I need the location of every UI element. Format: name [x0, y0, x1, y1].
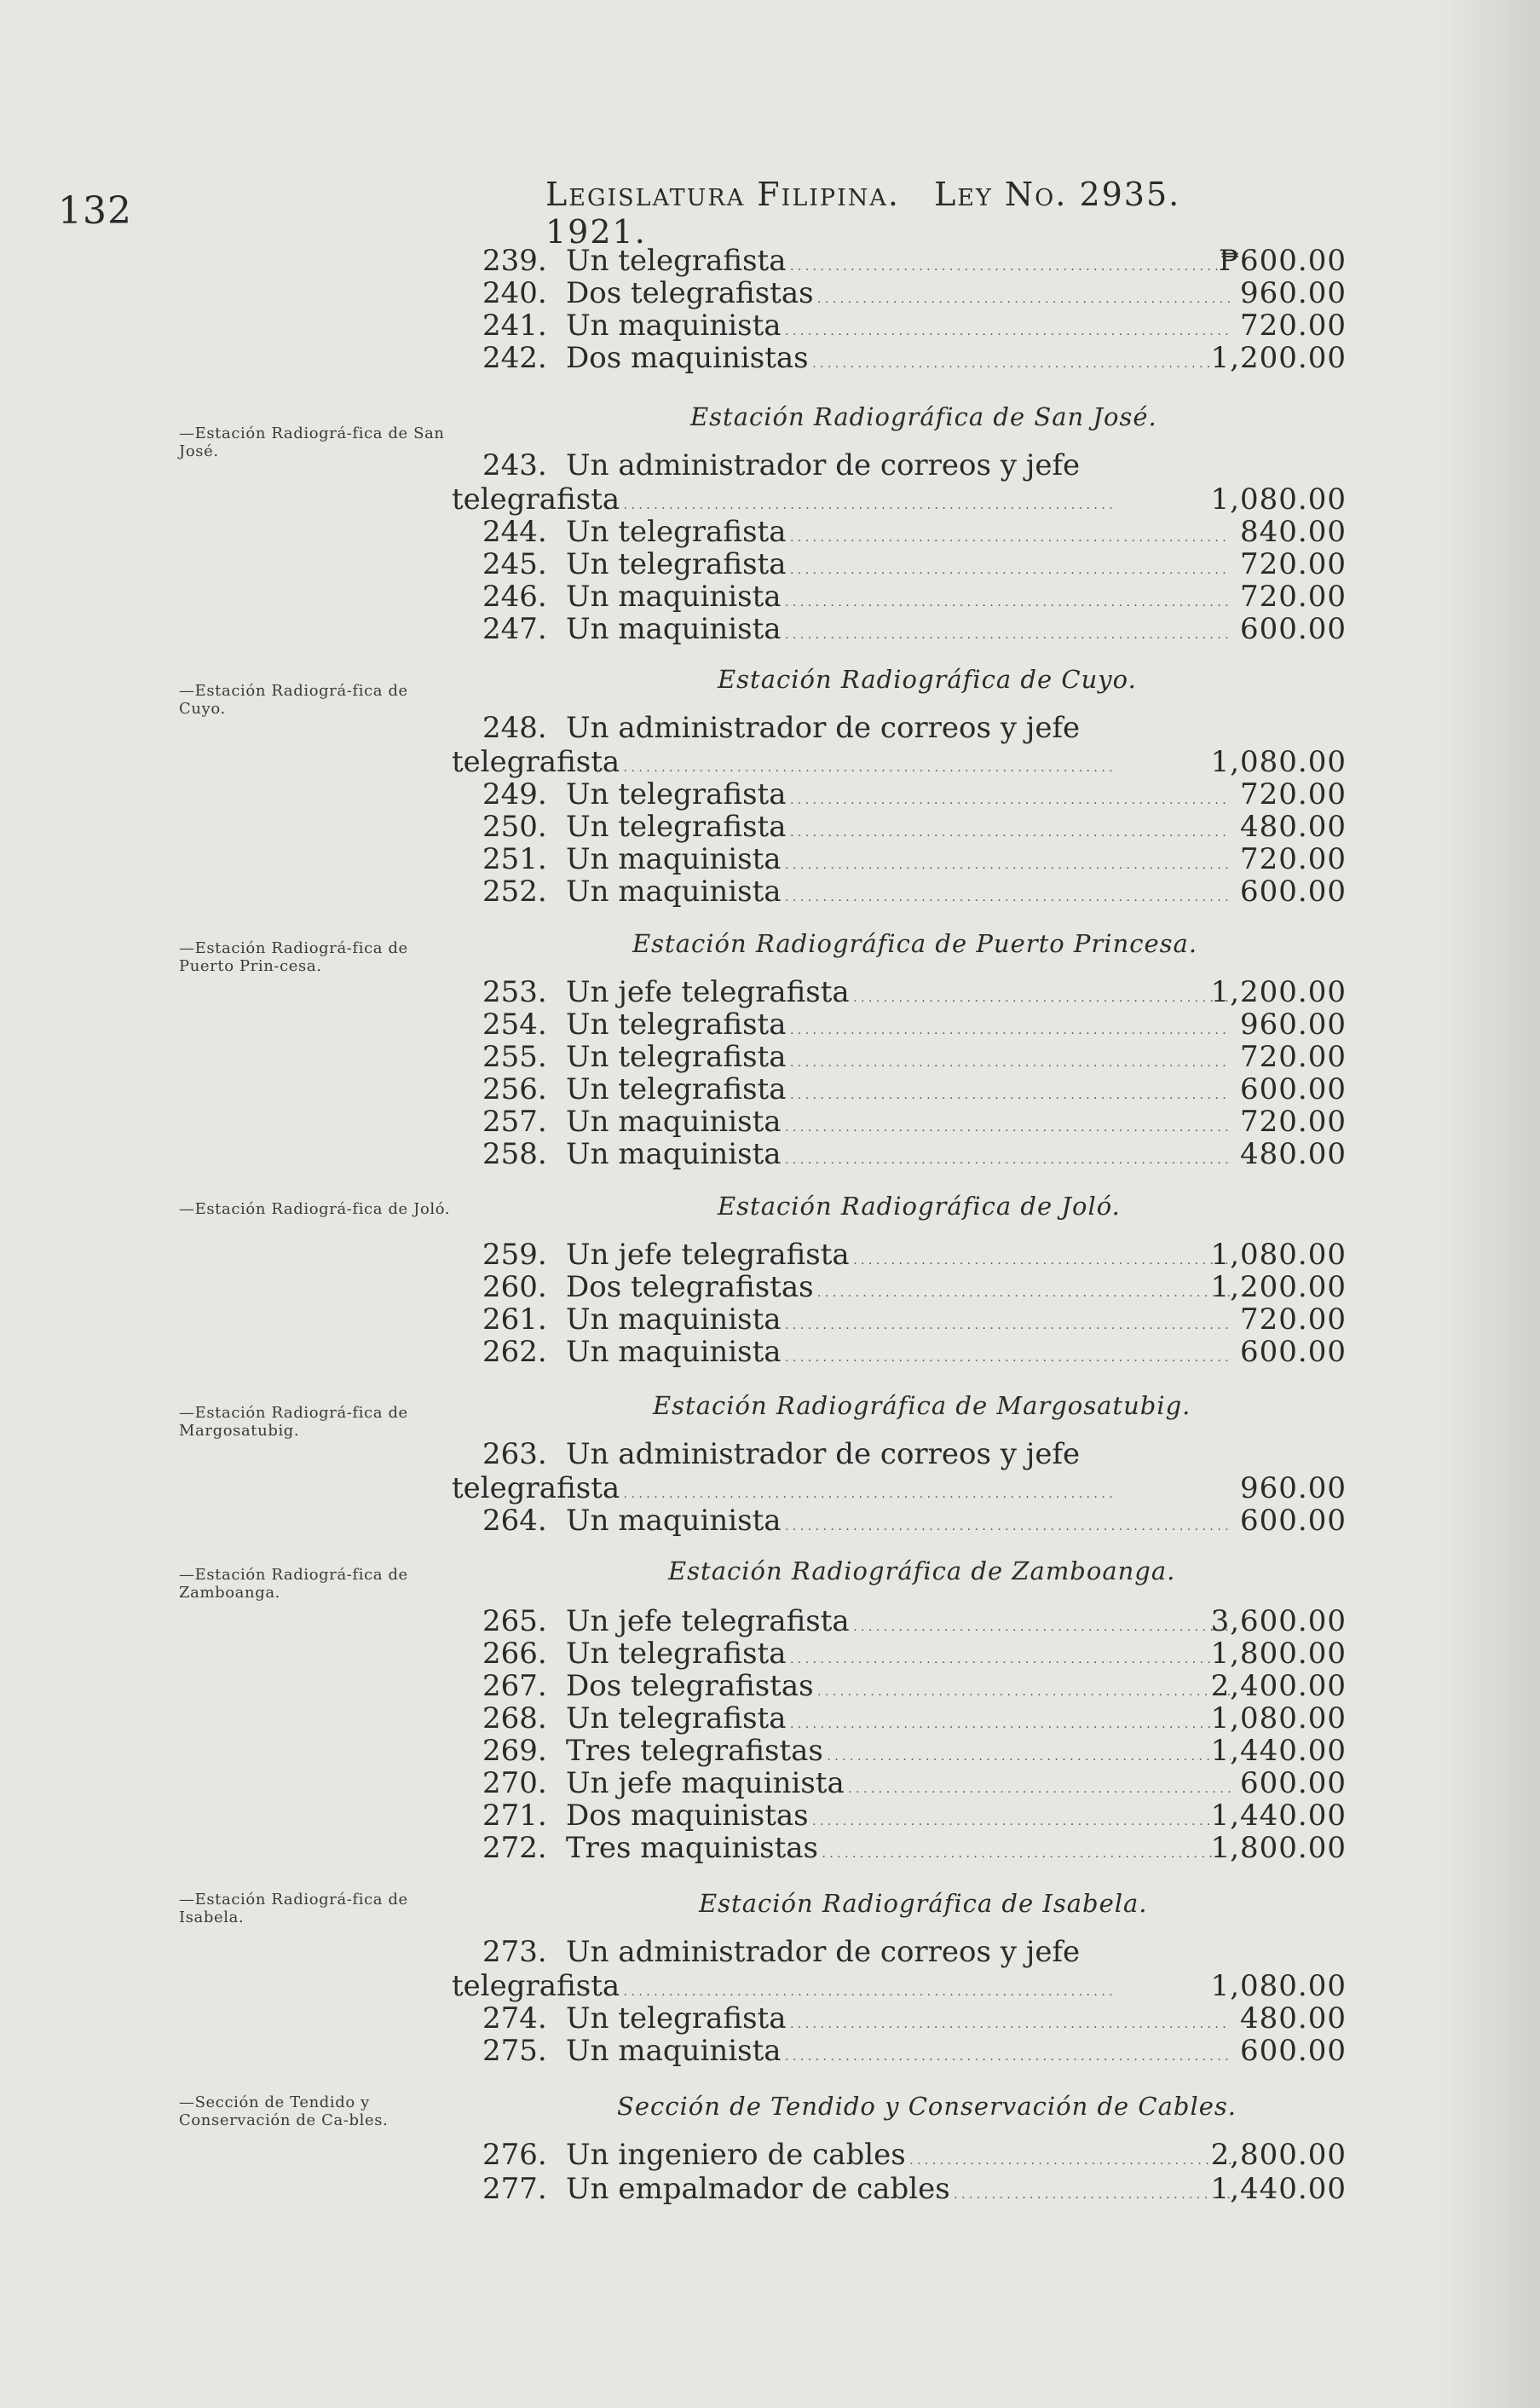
item-number: 251. — [482, 842, 547, 876]
running-head-year: 1921. — [545, 213, 647, 251]
list-item — [452, 842, 1415, 876]
item-number: 270. — [482, 1766, 547, 1800]
list-item — [452, 309, 1415, 343]
list-item — [452, 2138, 1415, 2172]
item-amount: 3,600.00 — [1210, 1604, 1347, 1638]
list-item — [452, 1604, 1415, 1638]
item-amount: 720.00 — [1240, 547, 1347, 581]
list-item — [452, 1831, 1415, 1865]
running-head-title: Legislatura Filipina. — [545, 176, 900, 213]
list-item — [452, 1437, 1415, 1471]
item-amount: 480.00 — [1240, 810, 1347, 844]
item-number: 239. — [482, 244, 547, 278]
list-item — [452, 1701, 1415, 1735]
list-item — [452, 448, 1415, 482]
item-amount: 600.00 — [1240, 1766, 1347, 1800]
list-item — [452, 1335, 1415, 1369]
item-amount: 1,080.00 — [1210, 482, 1347, 517]
item-amount: 720.00 — [1240, 309, 1347, 343]
item-label: Dos maquinistas . . . — [566, 341, 1231, 381]
item-number: 253. — [482, 975, 547, 1009]
item-number: 258. — [482, 1137, 547, 1171]
item-amount: 720.00 — [1240, 580, 1347, 614]
item-number: 275. — [482, 2034, 547, 2068]
item-number: 248. — [482, 711, 547, 745]
item-label-continued: telegrafista . . . — [452, 745, 1116, 785]
item-label: Un maquinista . . . — [566, 580, 1231, 620]
item-amount: 2,800.00 — [1210, 2138, 1347, 2172]
item-number: 276. — [482, 2138, 547, 2172]
item-label: Un maquinista . . . — [566, 842, 1231, 882]
item-label: Un ingeniero de cables . . . — [566, 2138, 1231, 2178]
item-amount: 600.00 — [1240, 1072, 1347, 1106]
section-heading: Estación Radiográfica de Zamboanga. — [668, 1556, 1176, 1585]
item-amount: 600.00 — [1240, 2034, 1347, 2068]
list-item — [452, 810, 1415, 844]
item-label: Un jefe telegrafista . . . — [566, 1604, 1231, 1644]
item-number: 263. — [482, 1437, 547, 1471]
item-label: Un administrador de correos y jefe — [566, 1935, 1081, 1969]
item-label: Un telegrafista . . . — [566, 1637, 1231, 1677]
item-label: Un maquinista . . . — [566, 1137, 1231, 1177]
margin-note: —Estación Radiográ-fica de Joló. — [179, 1200, 451, 1218]
item-number: 265. — [482, 1604, 547, 1638]
item-number: 274. — [482, 2001, 547, 2036]
item-label: Dos telegrafistas . . . — [566, 1669, 1231, 1709]
item-number: 243. — [482, 448, 547, 482]
list-item — [452, 2001, 1415, 2036]
item-label: Un telegrafista . . . — [566, 1701, 1231, 1741]
running-head — [545, 176, 1312, 251]
item-label: Un telegrafista . . . — [566, 1008, 1231, 1048]
margin-note: —Estación Radiográ-fica de Cuyo. — [179, 682, 408, 718]
item-label: Un maquinista . . . — [566, 875, 1231, 915]
item-number: 266. — [482, 1637, 547, 1671]
item-label-continued: telegrafista . . . — [452, 1471, 1116, 1511]
item-label: Un maquinista . . . — [566, 309, 1231, 349]
item-label: Un telegrafista . . . — [566, 1040, 1231, 1080]
list-item — [452, 1637, 1415, 1671]
margin-note: —Estación Radiográ-fica de Margosatubig. — [179, 1404, 408, 1440]
item-label: Un telegrafista . . . — [566, 2001, 1231, 2041]
page-edge-shadow — [1438, 0, 1540, 2408]
item-label: Un jefe maquinista . . . — [566, 1766, 1231, 1806]
margin-note: —Estación Radiográ-fica de Zamboanga. — [179, 1566, 408, 1602]
section-heading: Sección de Tendido y Conservación de Cables. — [617, 2092, 1237, 2121]
item-label: Un maquinista . . . — [566, 1335, 1231, 1375]
item-amount: 2,400.00 — [1210, 1669, 1347, 1703]
list-item — [452, 1734, 1415, 1768]
item-label: Un telegrafista . . . — [566, 244, 1231, 284]
item-label: Un administrador de correos y jefe — [566, 711, 1081, 745]
list-item-continuation — [452, 482, 1415, 517]
item-number: 240. — [482, 276, 547, 310]
list-item — [452, 1504, 1415, 1538]
list-item — [452, 1766, 1415, 1800]
item-number: 261. — [482, 1302, 547, 1337]
item-label: Un administrador de correos y jefe — [566, 448, 1081, 482]
item-amount: 1,080.00 — [1210, 1701, 1347, 1735]
item-number: 271. — [482, 1799, 547, 1833]
item-label: Un maquinista . . . — [566, 1302, 1231, 1343]
item-amount: 600.00 — [1240, 1335, 1347, 1369]
item-label-continued: telegrafista . . . — [452, 482, 1116, 523]
item-label-continued: telegrafista . . . — [452, 1969, 1116, 2009]
list-item — [452, 1008, 1415, 1042]
list-item — [452, 2172, 1415, 2206]
item-amount: 1,080.00 — [1210, 1969, 1347, 2003]
item-number: 249. — [482, 777, 547, 811]
list-item — [452, 1270, 1415, 1304]
list-item — [452, 1072, 1415, 1106]
item-label: Un jefe telegrafista . . . — [566, 975, 1231, 1015]
section-heading: Estación Radiográfica de Cuyo. — [718, 665, 1137, 694]
item-label: Dos maquinistas . . . — [566, 1799, 1231, 1839]
item-number: 242. — [482, 341, 547, 375]
item-label: Un telegrafista . . . — [566, 547, 1231, 587]
item-number: 273. — [482, 1935, 547, 1969]
item-amount: 840.00 — [1240, 515, 1347, 549]
section-heading: Estación Radiográfica de Isabela. — [699, 1889, 1148, 1918]
list-item-continuation — [452, 1471, 1415, 1505]
item-amount: 960.00 — [1240, 276, 1347, 310]
list-item — [452, 1105, 1415, 1139]
item-number: 269. — [482, 1734, 547, 1768]
item-amount: 960.00 — [1240, 1471, 1347, 1505]
item-amount: 1,440.00 — [1210, 2172, 1347, 2206]
item-amount: 720.00 — [1240, 1040, 1347, 1074]
item-number: 267. — [482, 1669, 547, 1703]
item-amount: 1,200.00 — [1210, 975, 1347, 1009]
running-head-law: Ley No. 2935. — [934, 176, 1181, 213]
item-amount: 480.00 — [1240, 2001, 1347, 2036]
list-item — [452, 1238, 1415, 1272]
item-amount: 960.00 — [1240, 1008, 1347, 1042]
item-number: 246. — [482, 580, 547, 614]
margin-note: —Sección de Tendido y Conservación de Ca-bles. — [179, 2093, 389, 2129]
margin-note: —Estación Radiográ-fica de Isabela. — [179, 1891, 408, 1926]
item-label: Un maquinista . . . — [566, 612, 1231, 652]
item-number: 241. — [482, 309, 547, 343]
item-amount: 1,080.00 — [1210, 745, 1347, 779]
item-number: 257. — [482, 1105, 547, 1139]
list-item — [452, 612, 1415, 646]
item-label: Un maquinista . . . — [566, 1105, 1231, 1145]
section-heading: Estación Radiográfica de Margosatubig. — [653, 1391, 1191, 1420]
item-label: Tres telegrafistas . . . — [566, 1734, 1231, 1774]
item-amount: 480.00 — [1240, 1137, 1347, 1171]
item-amount: 720.00 — [1240, 842, 1347, 876]
item-label: Un telegrafista . . . — [566, 1072, 1231, 1112]
list-item — [452, 1799, 1415, 1833]
item-label: Un maquinista . . . — [566, 2034, 1231, 2074]
page-number: 132 — [58, 189, 132, 233]
item-number: 264. — [482, 1504, 547, 1538]
list-item — [452, 975, 1415, 1009]
item-number: 252. — [482, 875, 547, 909]
item-label: Tres maquinistas . . . — [566, 1831, 1231, 1871]
item-amount: 1,440.00 — [1210, 1734, 1347, 1768]
item-number: 245. — [482, 547, 547, 581]
item-amount: 600.00 — [1240, 612, 1347, 646]
item-amount: 1,800.00 — [1210, 1831, 1347, 1865]
item-label: Un empalmador de cables . . . — [566, 2172, 1231, 2212]
item-amount: 1,200.00 — [1210, 1270, 1347, 1304]
item-label: Un telegrafista . . . — [566, 777, 1231, 817]
item-number: 247. — [482, 612, 547, 646]
item-label: Un telegrafista . . . — [566, 515, 1231, 555]
item-number: 255. — [482, 1040, 547, 1074]
item-amount: 720.00 — [1240, 1302, 1347, 1337]
item-amount: 1,440.00 — [1210, 1799, 1347, 1833]
list-item — [452, 1302, 1415, 1337]
list-item — [452, 1935, 1415, 1969]
section-heading: Estación Radiográfica de Puerto Princesa. — [632, 929, 1198, 958]
item-number: 244. — [482, 515, 547, 549]
section-heading: Estación Radiográfica de Joló. — [718, 1192, 1121, 1221]
list-item — [452, 547, 1415, 581]
margin-note: —Estación Radiográ-fica de San José. — [179, 424, 445, 460]
list-item-continuation — [452, 1969, 1415, 2003]
item-label: Un jefe telegrafista . . . — [566, 1238, 1231, 1278]
item-amount: 720.00 — [1240, 1105, 1347, 1139]
item-label: Un administrador de correos y jefe — [566, 1437, 1081, 1471]
list-item — [452, 711, 1415, 745]
item-label: Dos telegrafistas . . . — [566, 276, 1231, 316]
item-number: 250. — [482, 810, 547, 844]
item-label: Dos telegrafistas . . . — [566, 1270, 1231, 1310]
item-amount: 600.00 — [1240, 1504, 1347, 1538]
item-amount: 1,200.00 — [1210, 341, 1347, 375]
item-number: 277. — [482, 2172, 547, 2206]
item-amount: 720.00 — [1240, 777, 1347, 811]
item-number: 254. — [482, 1008, 547, 1042]
list-item — [452, 580, 1415, 614]
list-item — [452, 777, 1415, 811]
item-amount: 1,080.00 — [1210, 1238, 1347, 1272]
item-amount: 600.00 — [1240, 875, 1347, 909]
item-amount: 1,800.00 — [1210, 1637, 1347, 1671]
item-label: Un telegrafista . . . — [566, 810, 1231, 850]
item-number: 268. — [482, 1701, 547, 1735]
list-item — [452, 244, 1415, 278]
list-item — [452, 1137, 1415, 1171]
list-item — [452, 1040, 1415, 1074]
list-item — [452, 515, 1415, 549]
item-number: 256. — [482, 1072, 547, 1106]
item-label: Un maquinista . . . — [566, 1504, 1231, 1544]
item-number: 262. — [482, 1335, 547, 1369]
section-heading: Estación Radiográfica de San José. — [690, 402, 1157, 431]
list-item — [452, 1669, 1415, 1703]
item-number: 272. — [482, 1831, 547, 1865]
list-item — [452, 2034, 1415, 2068]
item-amount: ₱600.00 — [1219, 244, 1347, 278]
item-number: 260. — [482, 1270, 547, 1304]
list-item-continuation — [452, 745, 1415, 779]
list-item — [452, 341, 1415, 375]
list-item — [452, 276, 1415, 310]
list-item — [452, 875, 1415, 909]
item-number: 259. — [482, 1238, 547, 1272]
margin-note: —Estación Radiográ-fica de Puerto Prin-cesa. — [179, 939, 408, 975]
